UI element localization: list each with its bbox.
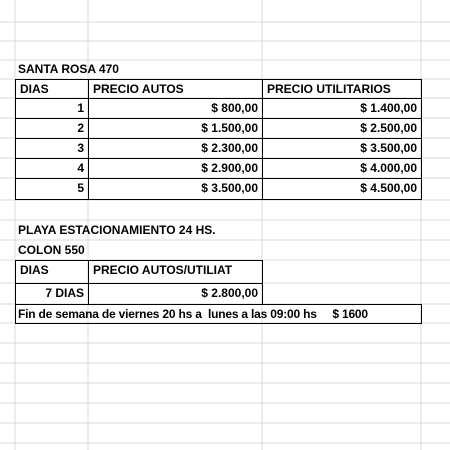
section1-title: SANTA ROSA 470 [18, 62, 119, 76]
header-precio-autos-utiliat[interactable]: PRECIO AUTOS/UTILIAT [88, 260, 263, 284]
table-cell-utilitarios[interactable]: $ 1.400,00 [262, 98, 422, 119]
header-precio-utilitarios[interactable]: PRECIO UTILITARIOS [262, 79, 422, 99]
table-cell-dias[interactable]: 4 [15, 158, 89, 179]
table-cell-autos[interactable]: $ 2.300,00 [88, 138, 263, 159]
table-cell-utilitarios[interactable]: $ 2.500,00 [262, 118, 422, 139]
table-cell-precio[interactable]: $ 2.800,00 [88, 283, 263, 305]
table-cell-utilitarios[interactable]: $ 4.000,00 [262, 158, 422, 179]
header-dias[interactable]: DIAS [15, 79, 89, 99]
table-cell-autos[interactable]: $ 3.500,00 [88, 178, 263, 200]
table-cell-dias[interactable]: 7 DIAS [15, 283, 89, 305]
table-cell-autos[interactable]: $ 800,00 [88, 98, 263, 119]
table-cell-utilitarios[interactable]: $ 3.500,00 [262, 138, 422, 159]
table-cell-dias[interactable]: 2 [15, 118, 89, 139]
header-precio-autos[interactable]: PRECIO AUTOS [88, 79, 263, 99]
weekend-note[interactable]: Fin de semana de viernes 20 hs a lunes a las 09:00 hs $ 1600 [15, 304, 422, 324]
table-cell-dias[interactable]: 1 [15, 98, 89, 119]
table-cell-autos[interactable]: $ 1.500,00 [88, 118, 263, 139]
header-dias-2[interactable]: DIAS [15, 260, 89, 284]
table-cell-dias[interactable]: 3 [15, 138, 89, 159]
section2-title: PLAYA ESTACIONAMIENTO 24 HS. [18, 223, 216, 237]
table-cell-autos[interactable]: $ 2.900,00 [88, 158, 263, 179]
section2-subtitle: COLON 550 [18, 243, 85, 257]
table-cell-dias[interactable]: 5 [15, 178, 89, 200]
table-cell-utilitarios[interactable]: $ 4.500,00 [262, 178, 422, 200]
